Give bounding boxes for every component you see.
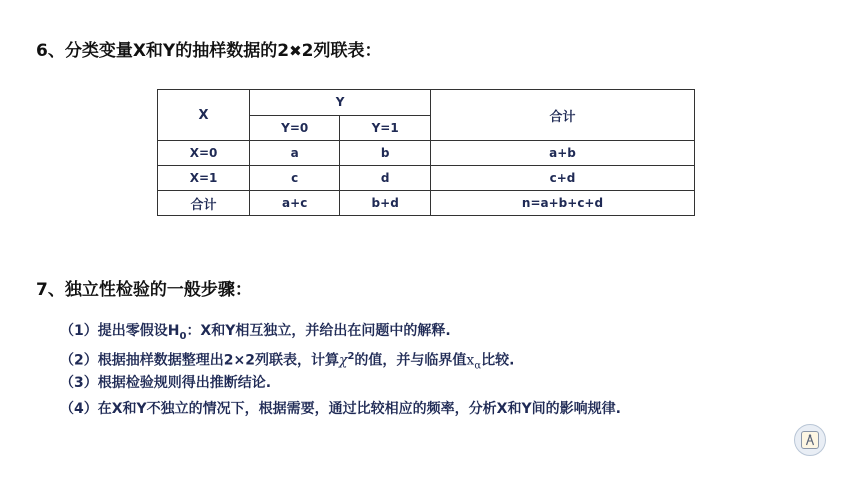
row-total: n=a+b+c+d bbox=[431, 191, 695, 216]
step-2-pre: （2）根据抽样数据整理出2×2列联表，计算 bbox=[60, 352, 339, 369]
cell: d bbox=[340, 166, 431, 191]
row-label: 合计 bbox=[158, 191, 250, 216]
subheader-y0: Y=0 bbox=[250, 115, 340, 141]
step-2 bbox=[60, 344, 621, 370]
chi-exponent: 2 bbox=[347, 351, 355, 362]
presentation-nav-button[interactable] bbox=[794, 424, 826, 456]
section-7-heading: 7、独立性检验的一般步骤： bbox=[36, 280, 252, 300]
section-6-heading-prefix: 6、分类变量X和Y的抽样数据的2 bbox=[36, 41, 290, 61]
section-6-heading-suffix: 2列联表： bbox=[301, 41, 382, 61]
times-icon: ✖ bbox=[289, 42, 302, 60]
critical-alpha: α bbox=[474, 360, 482, 372]
presentation-nav-icon bbox=[801, 431, 819, 449]
table-header-row bbox=[158, 90, 695, 116]
step-2-mid: 的值，并与临界值 bbox=[354, 352, 467, 369]
compass-icon bbox=[804, 434, 816, 446]
step-3: （3）根据检验规则得出推断结论. bbox=[60, 375, 272, 391]
critical-x: x bbox=[466, 352, 475, 369]
step-1-pre: （1）提出零假设H bbox=[60, 323, 180, 339]
table-row bbox=[158, 191, 695, 216]
step-1-post: ：X和Y相互独立，并给出在问题中的解释. bbox=[186, 323, 451, 339]
cell: a bbox=[250, 141, 340, 166]
subheader-y1: Y=1 bbox=[340, 115, 431, 141]
header-total: 合计 bbox=[431, 90, 695, 141]
step-1 bbox=[60, 318, 621, 344]
row-label: X=1 bbox=[158, 166, 250, 191]
row-total: a+b bbox=[431, 141, 695, 166]
table-row bbox=[158, 166, 695, 191]
cell: a+c bbox=[250, 191, 340, 216]
row-total: c+d bbox=[431, 166, 695, 191]
steps-list bbox=[60, 318, 621, 422]
step-2-post: 比较. bbox=[481, 352, 515, 369]
step-4: （4）在X和Y不独立的情况下，根据需要，通过比较相应的频率，分析X和Y间的影响规律. bbox=[60, 401, 621, 417]
contingency-table bbox=[157, 89, 695, 216]
cell: c bbox=[250, 166, 340, 191]
header-y: Y bbox=[250, 90, 431, 116]
chi-symbol: χ bbox=[338, 352, 348, 369]
table-row bbox=[158, 141, 695, 166]
step-1-sub: 0 bbox=[179, 330, 187, 342]
cell: b+d bbox=[340, 191, 431, 216]
row-label: X=0 bbox=[158, 141, 250, 166]
cell: b bbox=[340, 141, 431, 166]
header-x: X bbox=[158, 90, 250, 141]
section-6-heading bbox=[36, 36, 382, 61]
